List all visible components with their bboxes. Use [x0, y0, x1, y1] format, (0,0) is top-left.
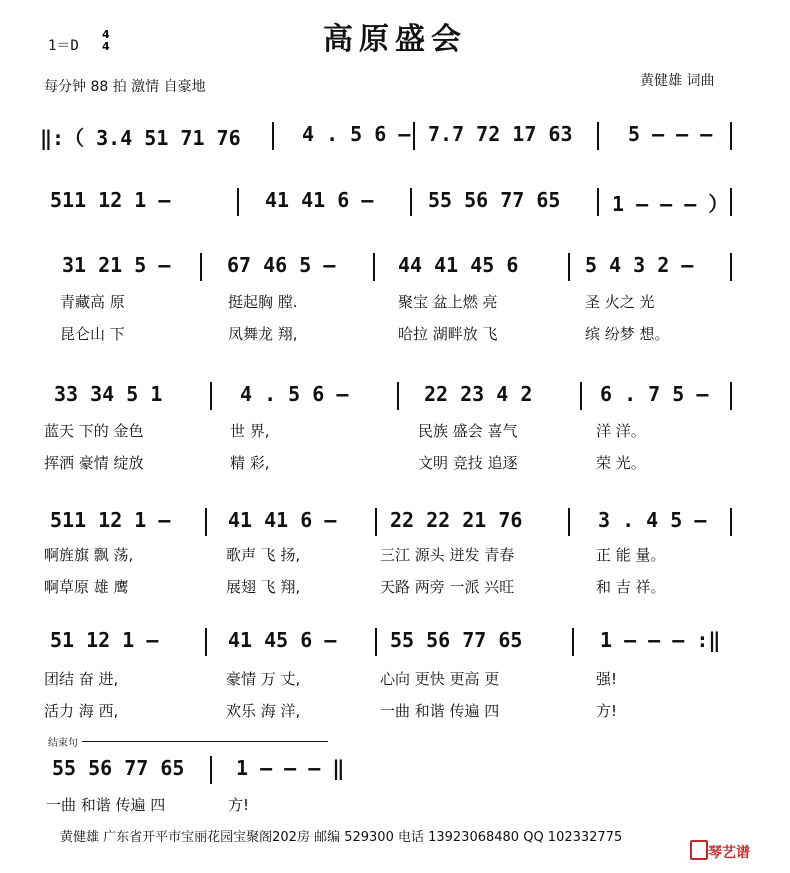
barline: [272, 122, 274, 150]
measure: 4 . 5 6 –: [302, 122, 411, 146]
ending-bracket: [82, 741, 328, 742]
measure: 41 41 6 –: [265, 188, 374, 212]
lyric-line-1: 世 界,: [230, 422, 270, 440]
lyric-line-2: 凤舞龙 翔,: [228, 325, 298, 343]
ending-label: 结束句: [48, 738, 78, 749]
lyric-line-1: 歌声 飞 扬,: [226, 546, 301, 564]
barline: [205, 628, 207, 656]
measure: 511 12 1 –: [50, 188, 171, 212]
barline: [205, 508, 207, 536]
lyric-line-1: 豪情 万 丈,: [226, 670, 301, 688]
measure: 55 56 77 65: [390, 628, 523, 652]
lyric-line-2: 天路 两旁 一派 兴旺: [380, 578, 515, 596]
measure: 22 23 4 2: [424, 382, 533, 406]
barline: [730, 508, 732, 536]
measure: 44 41 45 6: [398, 253, 519, 277]
lyric-line-2: 昆仑山 下: [60, 325, 125, 343]
lyric-line-1: 圣 火之 光: [585, 293, 655, 311]
lyric-line-2: 缤 纷梦 想。: [585, 325, 670, 343]
barline: [568, 253, 570, 281]
barline: [730, 122, 732, 150]
barline: [375, 508, 377, 536]
lyric-line-1: 正 能 量。: [596, 546, 666, 564]
lyric-line-1: 心向 更快 更高 更: [380, 670, 500, 688]
lyric-line-1: 挺起胸 膛.: [228, 293, 298, 311]
measure: 67 46 5 –: [227, 253, 336, 277]
barline: [730, 253, 732, 281]
barline: [375, 628, 377, 656]
time-signature: [102, 29, 110, 53]
barline: [580, 382, 582, 410]
barline: [572, 628, 574, 656]
measure: 51 12 1 –: [50, 628, 159, 652]
lyric-line-1: 青藏高 原: [60, 293, 125, 311]
song-title: 高原盛会: [323, 22, 467, 57]
lyric-line-1: 民族 盛会 喜气: [418, 422, 518, 440]
measure: 6 . 7 5 –: [600, 382, 709, 406]
measure: 31 21 5 –: [62, 253, 171, 277]
key-signature: 1＝D: [48, 38, 79, 54]
lyric-line-2: 展翅 飞 翔,: [226, 578, 301, 596]
lyric-line-2: 哈拉 湖畔放 飞: [398, 325, 498, 343]
measure: 22 22 21 76: [390, 508, 523, 532]
barline: [597, 188, 599, 216]
barline: [597, 122, 599, 150]
barline: [373, 253, 375, 281]
contact-footer: 黄健雄 广东省开平市宝丽花园宝聚阁202房 邮编 529300 电话 13923068480 QQ 102332775: [60, 830, 623, 845]
lyric-line-1: 方!: [228, 796, 250, 814]
barline: [237, 188, 239, 216]
barline: [200, 253, 202, 281]
lyric-line-2: 活力 海 西,: [44, 702, 119, 720]
lyric-line-1: 团结 奋 进,: [44, 670, 119, 688]
qinyipu-logo: 琴艺谱: [708, 845, 750, 861]
measure: 5 4 3 2 –: [585, 253, 694, 277]
measure: 41 41 6 –: [228, 508, 337, 532]
measure: 3 . 4 5 –: [598, 508, 707, 532]
measure: 55 56 77 65: [428, 188, 561, 212]
barline: [410, 188, 412, 216]
measure: 5 – – –: [628, 122, 713, 146]
barline: [730, 188, 732, 216]
measure: 1 – – – :‖: [600, 628, 721, 652]
barline: [730, 382, 732, 410]
lyric-line-2: 和 吉 祥。: [596, 578, 666, 596]
lyric-line-1: 蓝天 下的 金色: [44, 422, 144, 440]
lyric-line-2: 荣 光。: [596, 454, 646, 472]
barline: [568, 508, 570, 536]
lyric-line-1: 聚宝 盆上燃 亮: [398, 293, 498, 311]
measure: 55 56 77 65: [52, 756, 185, 780]
measure: 33 34 5 1: [54, 382, 163, 406]
barline: [413, 122, 415, 150]
barline: [210, 382, 212, 410]
lyric-line-1: 啊旌旗 飘 荡,: [44, 546, 134, 564]
measure: 4 . 5 6 –: [240, 382, 349, 406]
author: 黄健雄 词曲: [640, 73, 715, 89]
lyric-line-1: 洋 洋。: [596, 422, 646, 440]
measure: 7.7 72 17 63: [428, 122, 573, 146]
qinyipu-logo-icon: [690, 840, 708, 860]
barline: [397, 382, 399, 410]
time-sig-top: 4: [102, 28, 110, 41]
measure: ‖:（ 3.4 51 71 76: [40, 126, 241, 150]
lyric-line-2: 啊草原 雄 鹰: [44, 578, 129, 596]
lyric-line-2: 挥洒 豪情 绽放: [44, 454, 144, 472]
time-sig-bottom: 4: [102, 40, 110, 53]
lyric-line-1: 三江 源头 迸发 青春: [380, 546, 515, 564]
lyric-line-2: 方!: [596, 702, 618, 720]
measure: 1 – – – ‖: [236, 756, 345, 780]
lyric-line-2: 一曲 和谐 传遍 四: [380, 702, 500, 720]
barline: [210, 756, 212, 784]
measure: 1 – – – ）: [612, 192, 729, 216]
lyric-line-1: 一曲 和谐 传遍 四: [46, 796, 166, 814]
measure: 511 12 1 –: [50, 508, 171, 532]
lyric-line-2: 精 彩,: [230, 454, 270, 472]
measure: 41 45 6 –: [228, 628, 337, 652]
lyric-line-2: 文明 竞技 追逐: [418, 454, 518, 472]
tempo-marking: 每分钟 88 拍 激情 自豪地: [44, 79, 206, 95]
lyric-line-1: 强!: [596, 670, 618, 688]
lyric-line-2: 欢乐 海 洋,: [226, 702, 301, 720]
